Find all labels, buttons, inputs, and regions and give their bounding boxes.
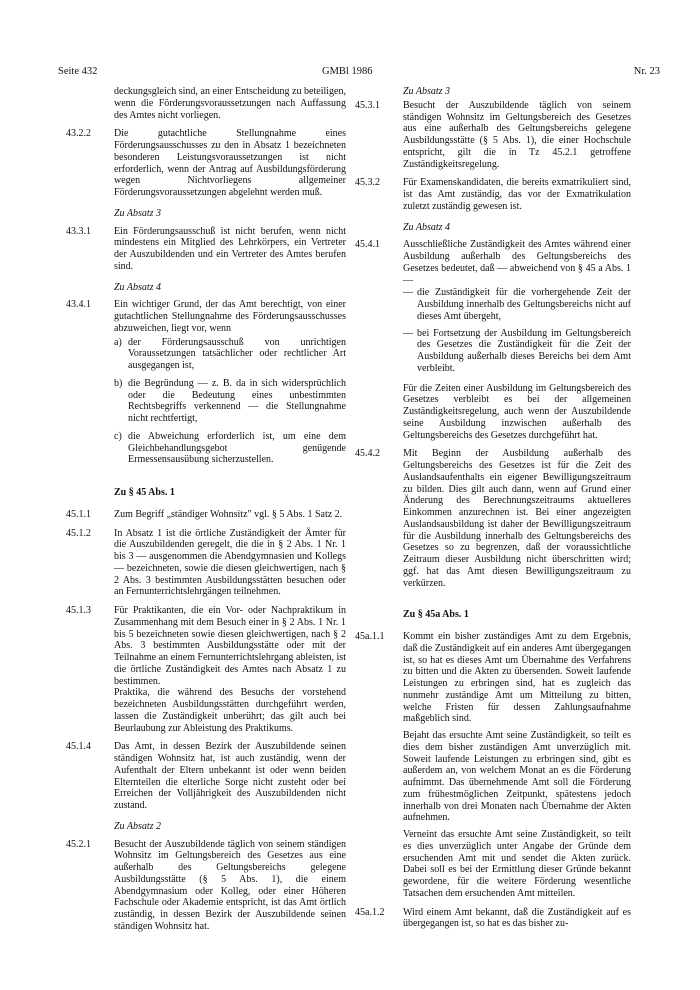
- paragraph-45-1-2: [66, 528, 346, 599]
- paragraph-45-1-4: [66, 741, 346, 812]
- left-column: [66, 86, 346, 933]
- section-heading-45: Zu § 45 Abs. 1: [114, 487, 175, 498]
- paragraph-text: Ein Förderungsausschuß ist nicht berufen, wenn nicht mindestens ein Mitglied des Lehrkörpers, ein Vertreter der Auszubildenden und ein Vertreter des Amtes berufen sind.: [114, 225, 346, 272]
- page-number: Seite 432: [58, 66, 98, 77]
- paragraph-number: 43.4.1: [66, 299, 91, 311]
- paragraph-text: Für Praktikanten, die ein Vor- oder Nachpraktikum in Zusammenhang mit dem Besuch einer in § 2 Abs. 1 Nr. 1 bis 5 bezeichneten sowie diesen gleichwertigen, nach § 2 Abs. 3 bestimmten Ausbildungsstätte oder mit der Teilnahme an einem Fernunterrichtslehrgang ableisten, ist die örtliche Zuständigkeit des Amtes nach Absatz 1 zu bestimmen.: [114, 605, 346, 687]
- subheading-absatz-3: Zu Absatz 3: [403, 86, 451, 97]
- paragraph-text: Für die Zeiten einer Ausbildung im Geltungsbereich des Gesetzes verbleibt es bei der allgemeinen Zuständigkeitsregelung, auch wenn der Auszubildende seine Ausbildung inzwischen außerhalb des Geltungsbereichs des Gesetzes durchgeführt hat.: [403, 382, 631, 441]
- paragraph-number: 45.2.1: [66, 838, 91, 850]
- paragraph-45-4-1: [355, 239, 631, 441]
- paragraph-45a-1-1: [355, 631, 631, 900]
- paragraph-text: Besucht der Auszubildende täglich von seinem ständigen Wohnsitz im Geltungsbereich des Gesetzes aus eine außerhalb des Geltungsbereichs gelegene Ausbildungsstätte (§ 5 Abs. 1), die einem Abendgymnasium oder Kolleg, oder einer Höheren Fachschule oder Akademie entspricht, ist das Amt örtlich zuständig, in dessen Bezirk der Auszubildende seinen ständigen Wohnsitz hat.: [114, 838, 346, 932]
- paragraph-text: Ein wichtiger Grund, der das Amt berechtigt, von einer gutachtlichen Stellungnahme des Förderungsausschusses abzuweichen, liegt vor, wenn: [114, 299, 346, 334]
- paragraph-text: Bejaht das ersuchte Amt seine Zuständigkeit, so teilt es dies dem bisher zuständigen Amt unverzüglich mit. Soweit laufende Leistungen zu erbringen sind, gibt es außerdem an, von welchem Monat an es die Förderung aufnimmt. Das übernehmende Amt soll die Förderung zum frühestmöglichen Zeitpunkt, spätestens jedoch innerhalb von drei Monaten nach Übernahme der Akten aufnehmen.: [403, 730, 631, 824]
- paragraph-text: Praktika, die während des Besuchs der vorstehend bezeichneten Ausbildungsstätten durchgeführt werden, lassen die Zuständigkeit unberührt; das gilt auch bei Beurlaubung zur Ableistung des Praktikums.: [114, 687, 346, 734]
- paragraph-text: Mit Beginn der Ausbildung außerhalb des Geltungsbereichs des Gesetzes ist für die Zeit des Auslandsaufenthalts ein eigener Bewilligungszeitraum zu bilden. Dies gilt auch dann, wenn auf Grund einer Änderung des Berechnungszeitraums aktuelleres Einkommen anzurechnen ist. Bei einer angezeigten Auslandsausbildung ist daher der Bewilligungszeitraum für die Ausbildung innerhalb des Geltungsbereichs des Gesetzes so zu begrenzen, daß der voraussichtliche Zeitraum dieser Ausbildung nicht überschritten wird; ggf. hat das Amt diesen Bewilligungszeitraum zu verkürzen.: [403, 448, 631, 589]
- paragraph-text: In Absatz 1 ist die örtliche Zuständigkeit der Ämter für die Auszubildenden geregelt, die die in § 2 Abs. 1 Nr. 1 bis 3 — ausgenommen die Abendgymnasien und Kollegs — bezeichneten, sowie die diesen gleichwertigen, nach § 2 Abs. 3 bestimmten Ausbildungsstätten besuchen oder an Fernunterrichtslehrgängen teilnehmen.: [114, 527, 346, 598]
- list-item: [114, 431, 346, 466]
- list-text: die Abweichung erforderlich ist, um eine dem Gleichbehandlungsgebot genügende Ermessensausübung sicherzustellen.: [128, 430, 346, 466]
- list-text: die Begründung — z. B. da in sich widersprüchlich oder die Bedeutung eines unbestimmten Rechtsbegriffs verkennend — die Stellungnahme nicht rechtfertigt,: [128, 377, 346, 424]
- paragraph-43-3-1: [66, 226, 346, 273]
- paragraph-45-3-1: [355, 100, 631, 171]
- paragraph-number: 45.1.2: [66, 527, 91, 539]
- subheading-absatz-3: Zu Absatz 3: [114, 207, 162, 219]
- list-marker: c): [114, 430, 122, 442]
- subheading-absatz-4: Zu Absatz 4: [114, 281, 162, 293]
- paragraph-number: 43.3.1: [66, 225, 91, 237]
- list-text: die Zuständigkeit für die vorhergehende Zeit der Ausbildung innerhalb des Geltungsbereichs nicht auf dieses Amt übergeht,: [417, 287, 631, 322]
- subheading-absatz-4: Zu Absatz 4: [403, 221, 451, 233]
- paragraph-45-3-2: [355, 177, 631, 212]
- list-item: [403, 287, 631, 322]
- right-column: [355, 86, 631, 930]
- paragraph-text: Ausschließliche Zuständigkeit des Amtes während einer Ausbildung außerhalb des Geltungsbereichs des Gesetzes bedeutet, daß — abweichend von § 45 a Abs. 1 —: [403, 239, 631, 286]
- paragraph-text: Besucht der Auszubildende täglich von seinem ständigen Wohnsitz im Geltungsbereich des Gesetzes aus eine außerhalb des Geltungsbereichs gelegene Ausbildungsstätte (§ 5 Abs. 1), die einer Hochschule entspricht, gilt die in Tz 45.2.1 getroffene Zuständigkeitsregelung.: [403, 99, 631, 170]
- paragraph-text: Wird einem Amt bekannt, daß die Zuständigkeit auf es übergegangen ist, so hat es das bisher zu-: [403, 906, 631, 930]
- list-item: [114, 378, 346, 425]
- paragraph-text: Verneint das ersuchte Amt seine Zuständigkeit, so teilt es dies unverzüglich unter Angabe der Gründe dem ersuchenden Amt mit und sendet die Akten zurück. Dabei soll es bei der Ermittlung dieser Gründe bekannt gewordene, für die weitere Förderung wesentliche Tatsachen dem ersuchenden Amt mitteilen.: [403, 829, 631, 899]
- list-text: bei Fortsetzung der Ausbildung im Geltungsbereich des Gesetzes die Zuständigkeit für die Zeit der Ausbildung außerhalb dieses Bereichs bei dem Amt verbleibt.: [417, 327, 631, 374]
- paragraph-number: 45.1.3: [66, 605, 91, 616]
- paragraph-continued: [66, 86, 346, 121]
- journal-title: GMBl 1986: [322, 66, 373, 77]
- paragraph-number: 45.4.1: [355, 239, 380, 251]
- paragraph-45-2-1: [66, 839, 346, 933]
- subheading-absatz-2: Zu Absatz 2: [114, 820, 162, 832]
- paragraph-number: 45a.1.1: [355, 631, 385, 642]
- paragraph-text: Das Amt, in dessen Bezirk der Auszubildende seinen ständigen Wohnsitz hat, ist auch zuständig, wenn der Aufenthalt der Eltern unbekannt ist oder wenn beiden Elternteilen die elterliche Sorge nicht zusteht oder bei Erreichen der Volljährigkeit des Auszubildenden nicht zustand.: [114, 741, 346, 811]
- paragraph-number: 45.3.2: [355, 177, 380, 189]
- paragraph-text: Kommt ein bisher zuständiges Amt zu dem Ergebnis, daß die Zuständigkeit auf ein anderes Amt übergegangen ist, so hat es dieses Amt um Übernahme des Verfahrens zu bitten und die Akten zu übersenden. Soweit laufende Leistungen zu erbringen sind, hat es zugleich das nunmehr zuständige Amt um Mitteilung zu bitten, welche Fristen für dessen Zahlungsaufnahme maßgeblich sind.: [403, 631, 631, 725]
- paragraph-number: 45a.1.2: [355, 906, 385, 918]
- paragraph-number: 45.4.2: [355, 448, 380, 460]
- issue-number: Nr. 23: [633, 66, 660, 77]
- paragraph-45-1-3: [66, 605, 346, 734]
- paragraph-text: Zum Begriff „ständiger Wohnsitz" vgl. § 5 Abs. 1 Satz 2.: [114, 508, 343, 520]
- paragraph-43-2-2: [66, 128, 346, 199]
- section-heading-45a: Zu § 45a Abs. 1: [403, 609, 469, 621]
- list-item: [114, 337, 346, 372]
- paragraph-number: 45.3.1: [355, 99, 380, 111]
- paragraph-45a-1-2: [355, 907, 631, 931]
- paragraph-number: 45.1.4: [66, 741, 91, 753]
- list-marker: b): [114, 377, 123, 389]
- paragraph-number: 45.1.1: [66, 508, 91, 520]
- list-item: [403, 328, 631, 375]
- list-marker: —: [403, 287, 413, 299]
- paragraph-45-1-1: [66, 509, 346, 521]
- list-marker: —: [403, 327, 413, 339]
- paragraph-45-4-2: [355, 448, 631, 589]
- list-marker: a): [114, 336, 122, 348]
- paragraph-text: Die gutachtliche Stellungnahme eines Förderungsausschusses zu den in Absatz 1 bezeichneten besonderen Leistungsvoraussetzungen ist nicht erforderlich, wenn der Antrag auf Ausbildungsförderung wegen Nichtvorliegens allgemeiner Förderungsvoraussetzungen abgelehnt werden muß.: [114, 128, 346, 198]
- list-text: der Förderungsausschuß von unrichtigen Voraussetzungen tatsächlicher oder rechtlicher Art ausgegangen ist,: [128, 336, 346, 371]
- paragraph-43-4-1: [66, 299, 346, 466]
- paragraph-text: Für Examenskandidaten, die bereits exmatrikuliert sind, ist das Amt zuständig, das vor der Exmatrikulation zuletzt zuständig gewesen ist.: [403, 177, 631, 212]
- paragraph-text: deckungsgleich sind, an einer Entscheidung zu beteiligen, wenn die Förderungsvoraussetzungen nach Auffassung des Amtes nicht vorliegen.: [114, 86, 346, 121]
- paragraph-number: 43.2.2: [66, 128, 91, 140]
